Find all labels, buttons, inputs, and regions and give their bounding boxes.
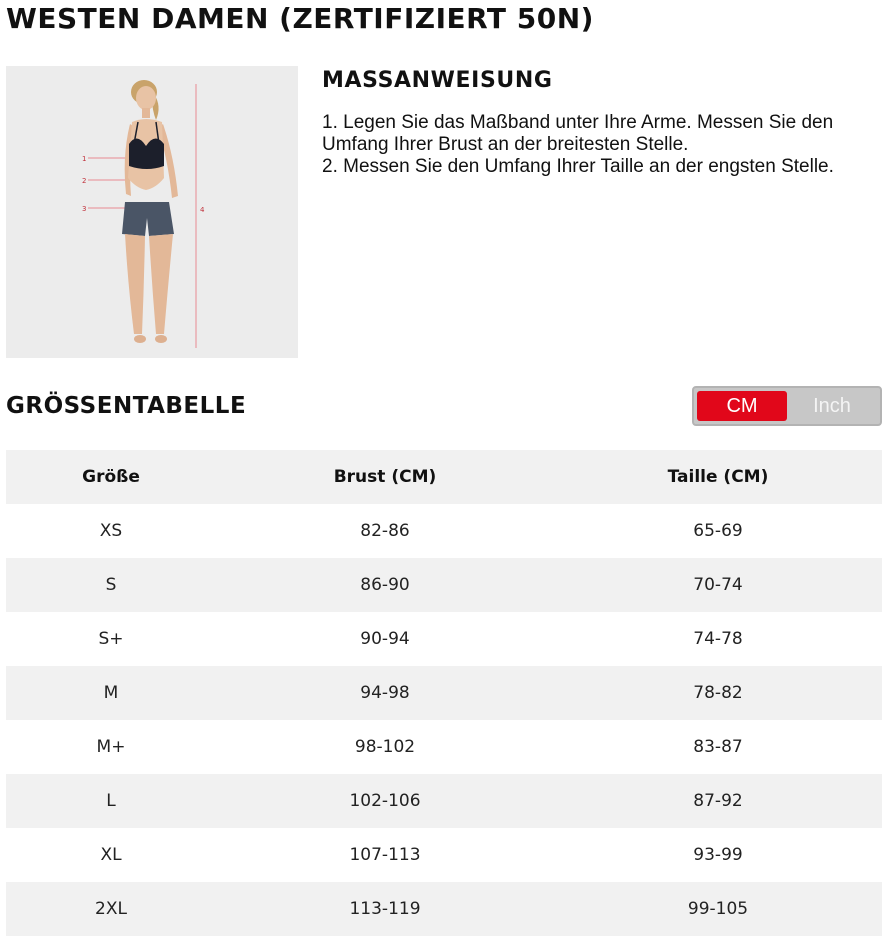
unit-toggle[interactable] [692, 386, 882, 426]
waist-cell: 93-99 [693, 845, 743, 865]
size-table [6, 450, 882, 936]
bust-cell: 113-119 [349, 899, 421, 919]
model-illustration [6, 66, 298, 358]
column-header-bust: Brust (CM) [333, 467, 437, 487]
table-row [6, 504, 882, 558]
marker-label: 3 [82, 205, 87, 213]
table-row [6, 828, 882, 882]
size-cell: XS [99, 521, 123, 541]
waist-cell: 83-87 [693, 737, 743, 757]
size-cell: XL [100, 845, 122, 865]
size-cell: M [103, 683, 119, 703]
instruction-step: 1. Legen Sie das Maßband unter Ihre Arme. Messen Sie den Umfang Ihrer Brust an der breitesten Stelle. [322, 112, 834, 155]
bust-cell: 98-102 [354, 737, 416, 757]
bust-cell: 102-106 [349, 791, 421, 811]
unit-option-cm[interactable]: CM [697, 391, 787, 421]
size-cell: L [106, 791, 116, 811]
size-cell: M+ [96, 737, 126, 757]
waist-cell: 70-74 [693, 575, 743, 595]
bust-cell: 86-90 [360, 575, 410, 595]
table-row [6, 774, 882, 828]
unit-option-inch[interactable]: Inch [813, 394, 851, 417]
bust-cell: 90-94 [360, 629, 410, 649]
measurement-figure [6, 66, 298, 358]
table-row [6, 720, 882, 774]
column-header-size: Größe [82, 467, 140, 487]
waist-cell: 87-92 [693, 791, 743, 811]
column-header-waist: Taille (CM) [667, 467, 769, 487]
instructions-body [322, 112, 882, 178]
size-chart-title: GRÖSSENTABELLE [6, 393, 247, 419]
bust-cell: 82-86 [360, 521, 410, 541]
size-cell: S+ [98, 629, 124, 649]
instructions-heading: MASSANWEISUNG [322, 68, 553, 93]
table-row [6, 882, 882, 936]
waist-cell: 99-105 [687, 899, 749, 919]
marker-label: 1 [82, 155, 87, 163]
instruction-step: 2. Messen Sie den Umfang Ihrer Taille an der engsten Stelle. [322, 156, 834, 177]
waist-cell: 74-78 [693, 629, 743, 649]
size-cell: S [105, 575, 117, 595]
waist-cell: 65-69 [693, 521, 743, 541]
marker-label: 2 [82, 177, 87, 185]
table-row [6, 558, 882, 612]
marker-label: 4 [200, 206, 205, 214]
bust-cell: 94-98 [360, 683, 410, 703]
bust-cell: 107-113 [349, 845, 421, 865]
page-title: WESTEN DAMEN (ZERTIFIZIERT 50N) [6, 2, 594, 35]
waist-cell: 78-82 [693, 683, 743, 703]
table-header-row [6, 450, 882, 504]
size-cell: 2XL [95, 899, 127, 919]
table-row [6, 666, 882, 720]
table-row [6, 612, 882, 666]
